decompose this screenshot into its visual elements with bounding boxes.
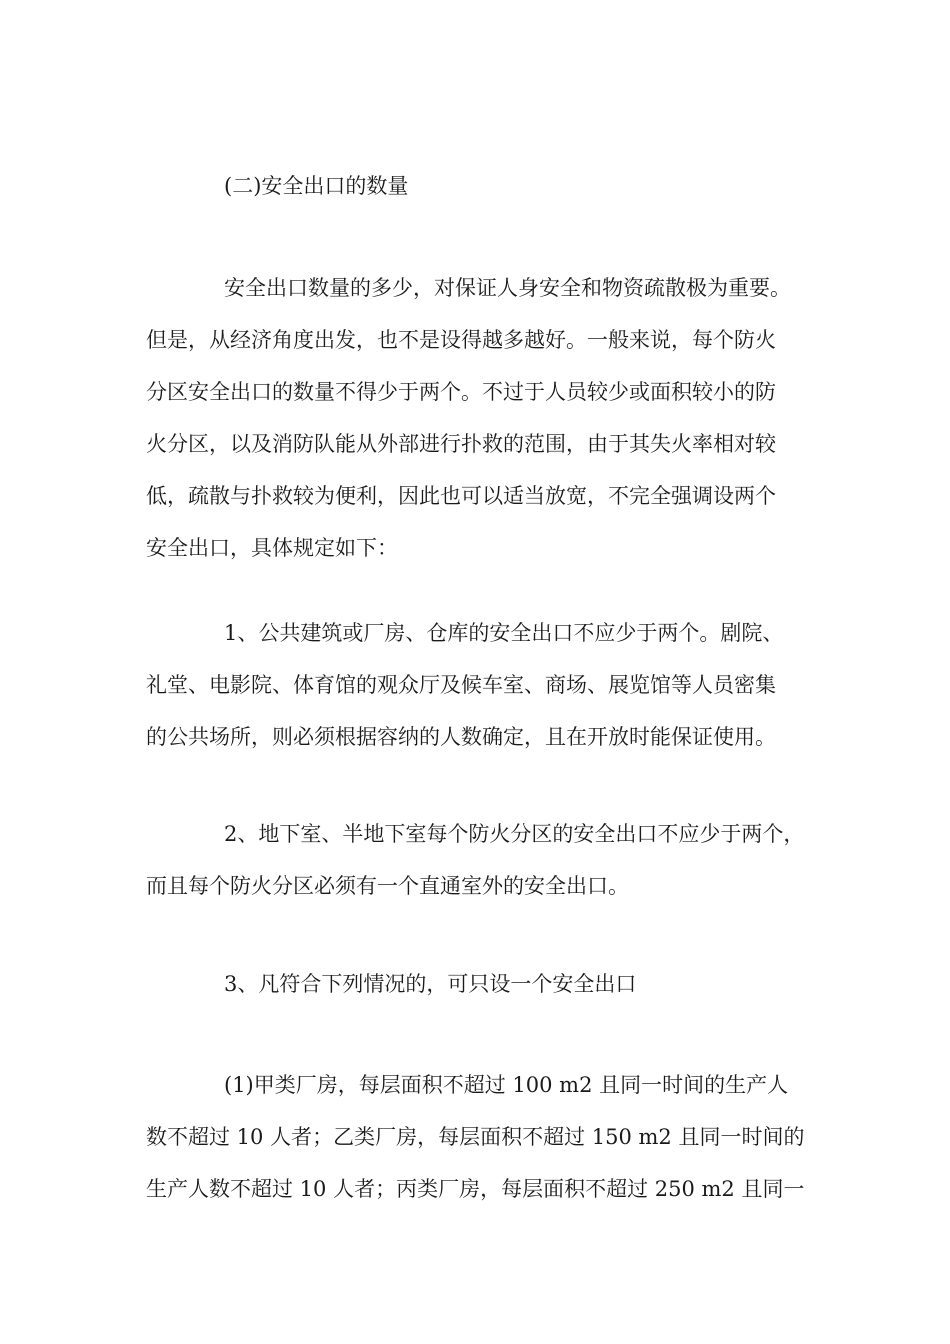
text-line: 安全出口数量的多少，对保证人身安全和物资疏散极为重要。 — [224, 276, 791, 300]
item-2-paragraph — [146, 808, 810, 912]
text-line: 3、凡符合下列情况的，可只设一个安全出口 — [224, 972, 637, 996]
text-line: (二)安全出口的数量 — [224, 174, 409, 198]
text-line: 低，疏散与扑救较为便利，因此也可以适当放宽，不完全强调设两个 — [146, 484, 776, 508]
text-line: 数不超过 10 人者；乙类厂房，每层面积不超过 150 m2 且同一时间的 — [146, 1125, 805, 1149]
text-line: 礼堂、电影院、体育馆的观众厅及候车室、商场、展览馆等人员密集 — [146, 673, 776, 697]
intro-paragraph — [146, 262, 810, 574]
text-line: 2、地下室、半地下室每个防火分区的安全出口不应少于两个， — [224, 822, 805, 846]
section-heading — [146, 160, 810, 212]
text-line: 1、公共建筑或厂房、仓库的安全出口不应少于两个。剧院、 — [224, 621, 784, 645]
text-line: 安全出口，具体规定如下： — [146, 536, 398, 560]
text-line: 分区安全出口的数量不得少于两个。不过于人员较少或面积较小的防 — [146, 380, 776, 404]
text-line: 火分区，以及消防队能从外部进行扑救的范围，由于其失火率相对较 — [146, 432, 776, 456]
text-line: 而且每个防火分区必须有一个直通室外的安全出口。 — [146, 874, 629, 898]
text-line: (1)甲类厂房，每层面积不超过 100 m2 且同一时间的生产人 — [224, 1073, 789, 1097]
item-3-paragraph — [146, 958, 810, 1010]
item-1-paragraph — [146, 607, 810, 763]
text-line: 生产人数不超过 10 人者；丙类厂房，每层面积不超过 250 m2 且同一 — [146, 1177, 805, 1201]
text-line: 但是，从经济角度出发，也不是设得越多越好。一般来说，每个防火 — [146, 328, 776, 352]
item-3-1-paragraph — [146, 1059, 810, 1215]
text-line: 的公共场所，则必须根据容纳的人数确定，且在开放时能保证使用。 — [146, 725, 776, 749]
